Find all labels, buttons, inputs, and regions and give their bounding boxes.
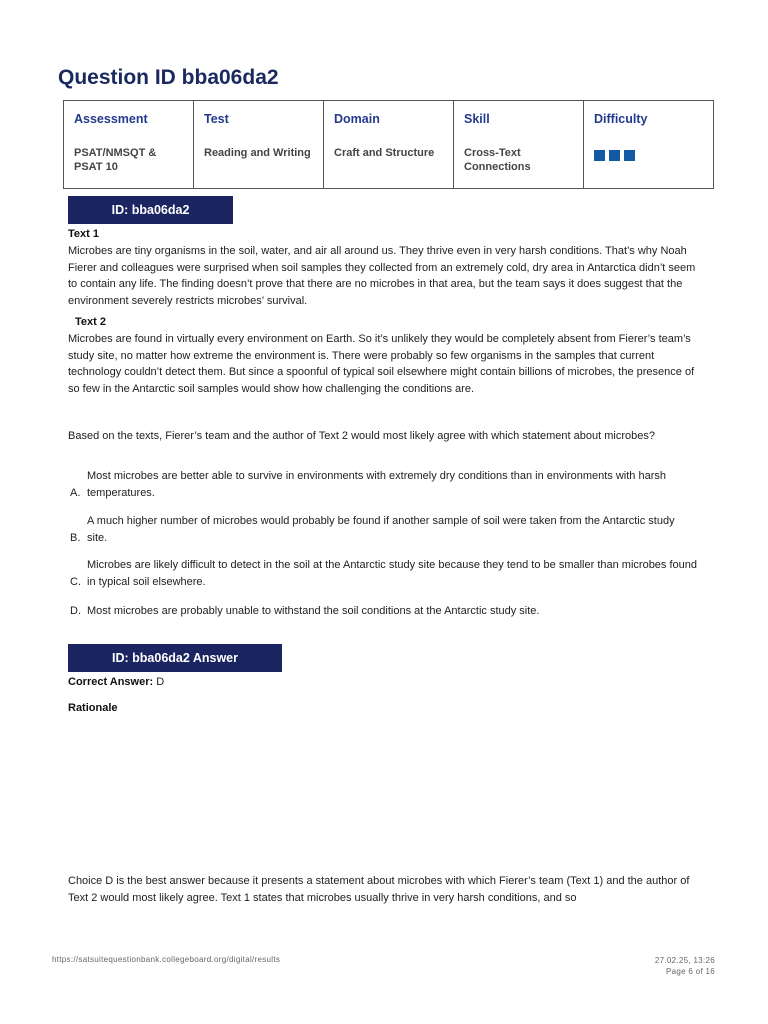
assessment-cell — [64, 101, 194, 189]
domain-header: Domain — [334, 112, 380, 126]
test-value: Reading and Writing — [204, 147, 311, 159]
text2-label: Text 2 — [75, 316, 106, 328]
correct-answer — [68, 674, 700, 691]
choice-letter: C. — [70, 575, 81, 588]
difficulty-indicator — [594, 150, 703, 161]
skill-value: Cross-Text Connections — [464, 147, 531, 173]
choice-text: Most microbes are probably unable to withstand the soil conditions at the Antarctic study site. — [87, 605, 540, 617]
footer-info — [655, 955, 715, 977]
choice-text: Microbes are likely difficult to detect in the soil at the Antarctic study site because they tend to be smaller than microbes found in typical soil elsewhere. — [87, 559, 698, 588]
text2-passage: Microbes are found in virtually every environment on Earth. So it’s unlikely they would be completely absent from Fierer’s team’s study site, no matter how extreme the environment is. There were probably so few organisms in the samples that current technology couldn’t detect them. But since a spoonful of typical soil elsewhere might contain billions of microbes, the presence of so few in the Antarctic soil samples would show how challenging the conditions are. — [68, 332, 695, 396]
choice-a[interactable] — [68, 468, 700, 502]
assessment-value: PSAT/NMSQT & PSAT 10 — [74, 147, 157, 173]
text1-section — [68, 226, 700, 310]
answer-id-banner: ID: bba06da2 Answer — [68, 644, 282, 672]
question-prompt: Based on the texts, Fierer’s team and the author of Text 2 would most likely agree with which statement about microbes? — [68, 430, 655, 442]
footer-url: https://satsuitequestionbank.collegeboard.org/digital/results — [52, 955, 281, 964]
test-header: Test — [204, 112, 229, 126]
text1-passage: Microbes are tiny organisms in the soil, water, and air all around us. They thrive even in very harsh conditions. That’s why Noah Fierer and colleagues were surprised when soil samples they collected from an extremely cold, dry area in Antarctica didn’t seem to contain any life. The finding doesn’t prove that there are no microbes in that area, but the team says it does suggest that the environment severely restricts microbes’ survival. — [68, 244, 696, 308]
difficulty-cell — [584, 101, 714, 189]
difficulty-block — [594, 150, 605, 161]
choice-c[interactable] — [68, 557, 700, 591]
rationale-text: Choice D is the best answer because it presents a statement about microbes with which Fierer’s team (Text 1) and the author of Text 2 would most likely agree. Text 1 states that microbes usually thrive in very harsh conditions, and so — [68, 875, 690, 904]
question-meta-table — [63, 100, 714, 189]
choice-letter: A. — [70, 486, 81, 499]
skill-header: Skill — [464, 112, 490, 126]
choice-d[interactable] — [68, 603, 700, 620]
rationale-label: Rationale — [68, 702, 118, 714]
skill-cell — [454, 101, 584, 189]
choice-text: Most microbes are better able to survive in environments with extremely dry conditions than in environments with harsh temperatures. — [87, 470, 666, 499]
text1-label: Text 1 — [68, 228, 99, 240]
difficulty-block — [624, 150, 635, 161]
question-id-banner: ID: bba06da2 — [68, 196, 233, 224]
domain-cell — [324, 101, 454, 189]
choice-b[interactable] — [68, 513, 700, 547]
choice-letter: D. — [70, 605, 81, 617]
difficulty-header: Difficulty — [594, 112, 648, 126]
choice-letter: B. — [70, 531, 81, 544]
domain-value: Craft and Structure — [334, 147, 435, 159]
correct-answer-label: Correct Answer: — [68, 676, 154, 688]
choice-text: A much higher number of microbes would probably be found if another sample of soil were taken from the Antarctic study site. — [87, 515, 675, 544]
text2-section — [68, 314, 700, 398]
assessment-header: Assessment — [74, 112, 148, 126]
test-cell — [194, 101, 324, 189]
page-title: Question ID bba06da2 — [58, 66, 279, 89]
difficulty-block — [609, 150, 620, 161]
footer-page-number: Page 6 of 16 — [666, 967, 715, 976]
correct-answer-value: D — [156, 676, 165, 688]
footer-datetime: 27.02.25, 13:26 — [654, 956, 715, 965]
